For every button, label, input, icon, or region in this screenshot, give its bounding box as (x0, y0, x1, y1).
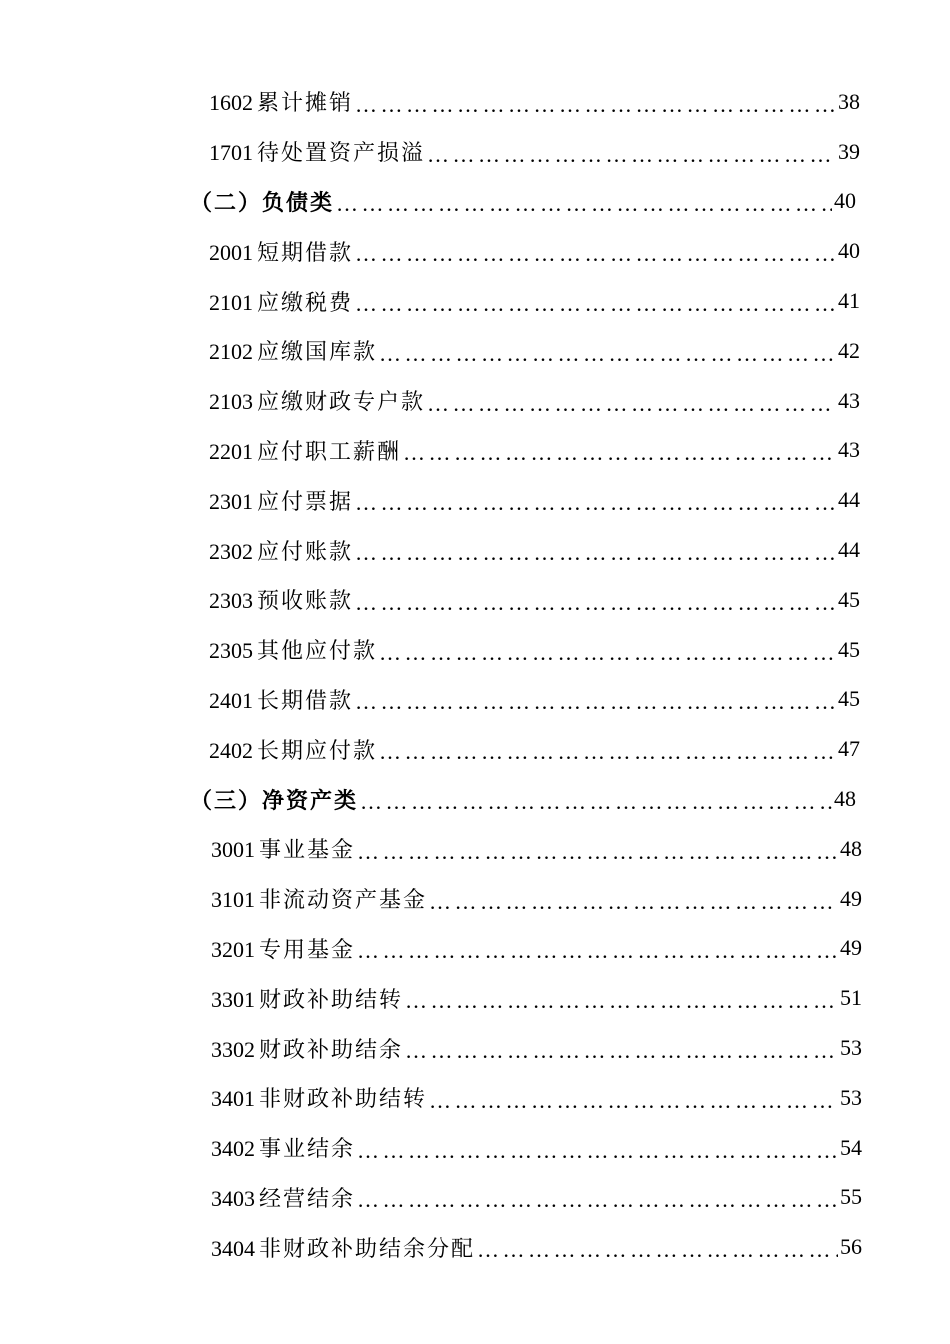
dot-leader (355, 590, 836, 612)
toc-entry-label (209, 634, 377, 665)
account-title: 短期借款 (257, 239, 354, 265)
toc-entry-label (209, 535, 353, 566)
dot-leader (355, 241, 836, 263)
dot-leader (427, 391, 836, 413)
account-code: 2103 (209, 389, 253, 415)
toc-section-liabilities[interactable] (0, 177, 950, 227)
account-title: 应付票据 (257, 488, 354, 514)
toc-entry-label (211, 883, 427, 914)
account-title: 非财政补助结转 (259, 1086, 428, 1112)
account-code: 3403 (211, 1185, 255, 1211)
account-title: 非财政补助结余分配 (259, 1235, 476, 1261)
toc-entry-2102[interactable] (0, 326, 950, 376)
account-title: 预收账款 (257, 588, 354, 614)
page-number: 53 (840, 1084, 862, 1110)
page-number: 39 (838, 138, 860, 164)
account-title: 应缴国库款 (257, 339, 378, 365)
account-code: 3401 (211, 1086, 255, 1112)
page-number: 55 (840, 1184, 862, 1210)
toc-entry-label (209, 684, 353, 715)
page-number: 56 (840, 1234, 862, 1260)
toc-entry-2001[interactable] (0, 226, 950, 276)
account-title: 长期应付款 (257, 737, 378, 763)
page-number: 41 (838, 288, 860, 314)
account-code: 3201 (211, 936, 255, 962)
page-number: 48 (840, 835, 862, 861)
account-title: 财政补助结转 (259, 986, 404, 1012)
account-title: 待处置资产损溢 (257, 140, 426, 166)
toc-entry-2401[interactable] (0, 675, 950, 725)
page-number: 38 (838, 88, 860, 114)
toc-entry-label (209, 435, 401, 466)
account-code: 1701 (209, 140, 253, 166)
page-number: 45 (838, 586, 860, 612)
toc-entry-3302[interactable] (0, 1023, 950, 1073)
dot-leader (355, 540, 836, 562)
account-title: 应缴财政专户款 (257, 389, 426, 415)
account-title: 财政补助结余 (259, 1036, 404, 1062)
account-title: 经营结余 (259, 1185, 356, 1211)
page-number: 48 (834, 786, 856, 812)
page-number: 40 (838, 238, 860, 264)
toc-entry-label (211, 1033, 403, 1064)
account-title: 事业基金 (259, 837, 356, 863)
toc-entry-3001[interactable] (0, 824, 950, 874)
toc-entry-label (211, 1132, 355, 1163)
account-title: 应缴税费 (257, 289, 354, 315)
toc-entry-2201[interactable] (0, 426, 950, 476)
toc-entry-label (209, 86, 353, 117)
account-title: 应付职工薪酬 (257, 438, 402, 464)
dot-leader (336, 191, 832, 213)
account-title: 事业结余 (259, 1136, 356, 1162)
page-number: 43 (838, 437, 860, 463)
page-number: 49 (840, 935, 862, 961)
toc-entry-label (211, 833, 355, 864)
account-title: 专用基金 (259, 936, 356, 962)
page-number: 47 (838, 736, 860, 762)
page-number: 44 (838, 537, 860, 563)
page-number: 42 (838, 337, 860, 363)
account-title: 应付账款 (257, 538, 354, 564)
toc-entry-3402[interactable] (0, 1123, 950, 1173)
toc-entry-3401[interactable] (0, 1073, 950, 1123)
page-number: 45 (838, 636, 860, 662)
toc-entry-label (209, 335, 377, 366)
toc-entry-2302[interactable] (0, 525, 950, 575)
dot-leader (355, 92, 836, 114)
dot-leader (403, 440, 836, 462)
dot-leader (427, 142, 836, 164)
account-code: 2401 (209, 687, 253, 713)
toc-entry-label (211, 1182, 355, 1213)
account-title: 非流动资产基金 (259, 887, 428, 913)
dot-leader (360, 789, 832, 811)
page-number: 44 (838, 487, 860, 513)
toc-entry-2303[interactable] (0, 575, 950, 625)
page-number: 49 (840, 885, 862, 911)
dot-leader (357, 1138, 838, 1160)
page-number: 51 (840, 985, 862, 1011)
account-code: 2101 (209, 289, 253, 315)
toc-entry-3201[interactable] (0, 924, 950, 974)
toc-entry-label (209, 485, 353, 516)
toc-entry-2103[interactable] (0, 376, 950, 426)
dot-leader (355, 689, 836, 711)
page-number: 53 (840, 1035, 862, 1061)
toc-entry-label (211, 983, 403, 1014)
dot-leader (357, 839, 838, 861)
account-code: 2303 (209, 588, 253, 614)
toc-entry-3403[interactable] (0, 1173, 950, 1223)
account-code: 3001 (211, 837, 255, 863)
dot-leader (477, 1237, 838, 1259)
page-number: 43 (838, 387, 860, 413)
table-of-contents (0, 77, 950, 1272)
dot-leader (355, 490, 836, 512)
account-code: 3302 (211, 1036, 255, 1062)
account-code: 3404 (211, 1235, 255, 1261)
account-code: 2302 (209, 538, 253, 564)
toc-entry-label (209, 136, 425, 167)
account-code: 3402 (211, 1136, 255, 1162)
toc-entry-2101[interactable] (0, 276, 950, 326)
toc-entry-1602[interactable] (0, 77, 950, 127)
account-code: 3101 (211, 887, 255, 913)
section-title: （三）净资产类 (190, 787, 359, 813)
account-code: 2001 (209, 239, 253, 265)
dot-leader (355, 291, 836, 313)
account-code: 2201 (209, 438, 253, 464)
toc-entry-label (211, 1232, 475, 1263)
dot-leader (405, 1038, 838, 1060)
dot-leader (357, 938, 838, 960)
account-code: 2402 (209, 737, 253, 763)
account-code: 1602 (209, 90, 253, 116)
toc-section-net-assets[interactable] (0, 774, 950, 824)
account-title: 其他应付款 (257, 638, 378, 664)
account-title: 累计摊销 (257, 90, 354, 116)
account-code: 2102 (209, 339, 253, 365)
account-code: 2305 (209, 638, 253, 664)
toc-entry-2301[interactable] (0, 475, 950, 525)
page-number: 45 (838, 686, 860, 712)
toc-entry-2305[interactable] (0, 625, 950, 675)
toc-entry-label (209, 385, 425, 416)
toc-entry-3101[interactable] (0, 874, 950, 924)
dot-leader (405, 988, 838, 1010)
page-number: 54 (840, 1134, 862, 1160)
toc-entry-1701[interactable] (0, 127, 950, 177)
page-number: 40 (834, 188, 856, 214)
toc-entry-2402[interactable] (0, 724, 950, 774)
toc-entry-label (211, 933, 355, 964)
dot-leader (379, 640, 836, 662)
toc-entry-3404[interactable] (0, 1222, 950, 1272)
dot-leader (429, 889, 838, 911)
toc-entry-label (211, 1082, 427, 1113)
section-title: （二）负债类 (190, 189, 335, 215)
account-code: 3301 (211, 986, 255, 1012)
toc-entry-label (209, 236, 353, 267)
dot-leader (379, 739, 836, 761)
dot-leader (379, 341, 836, 363)
toc-entry-label (209, 734, 377, 765)
account-code: 2301 (209, 488, 253, 514)
toc-entry-3301[interactable] (0, 973, 950, 1023)
toc-entry-label (209, 584, 353, 615)
dot-leader (429, 1088, 838, 1110)
account-title: 长期借款 (257, 687, 354, 713)
toc-entry-label (209, 286, 353, 317)
dot-leader (357, 1187, 838, 1209)
